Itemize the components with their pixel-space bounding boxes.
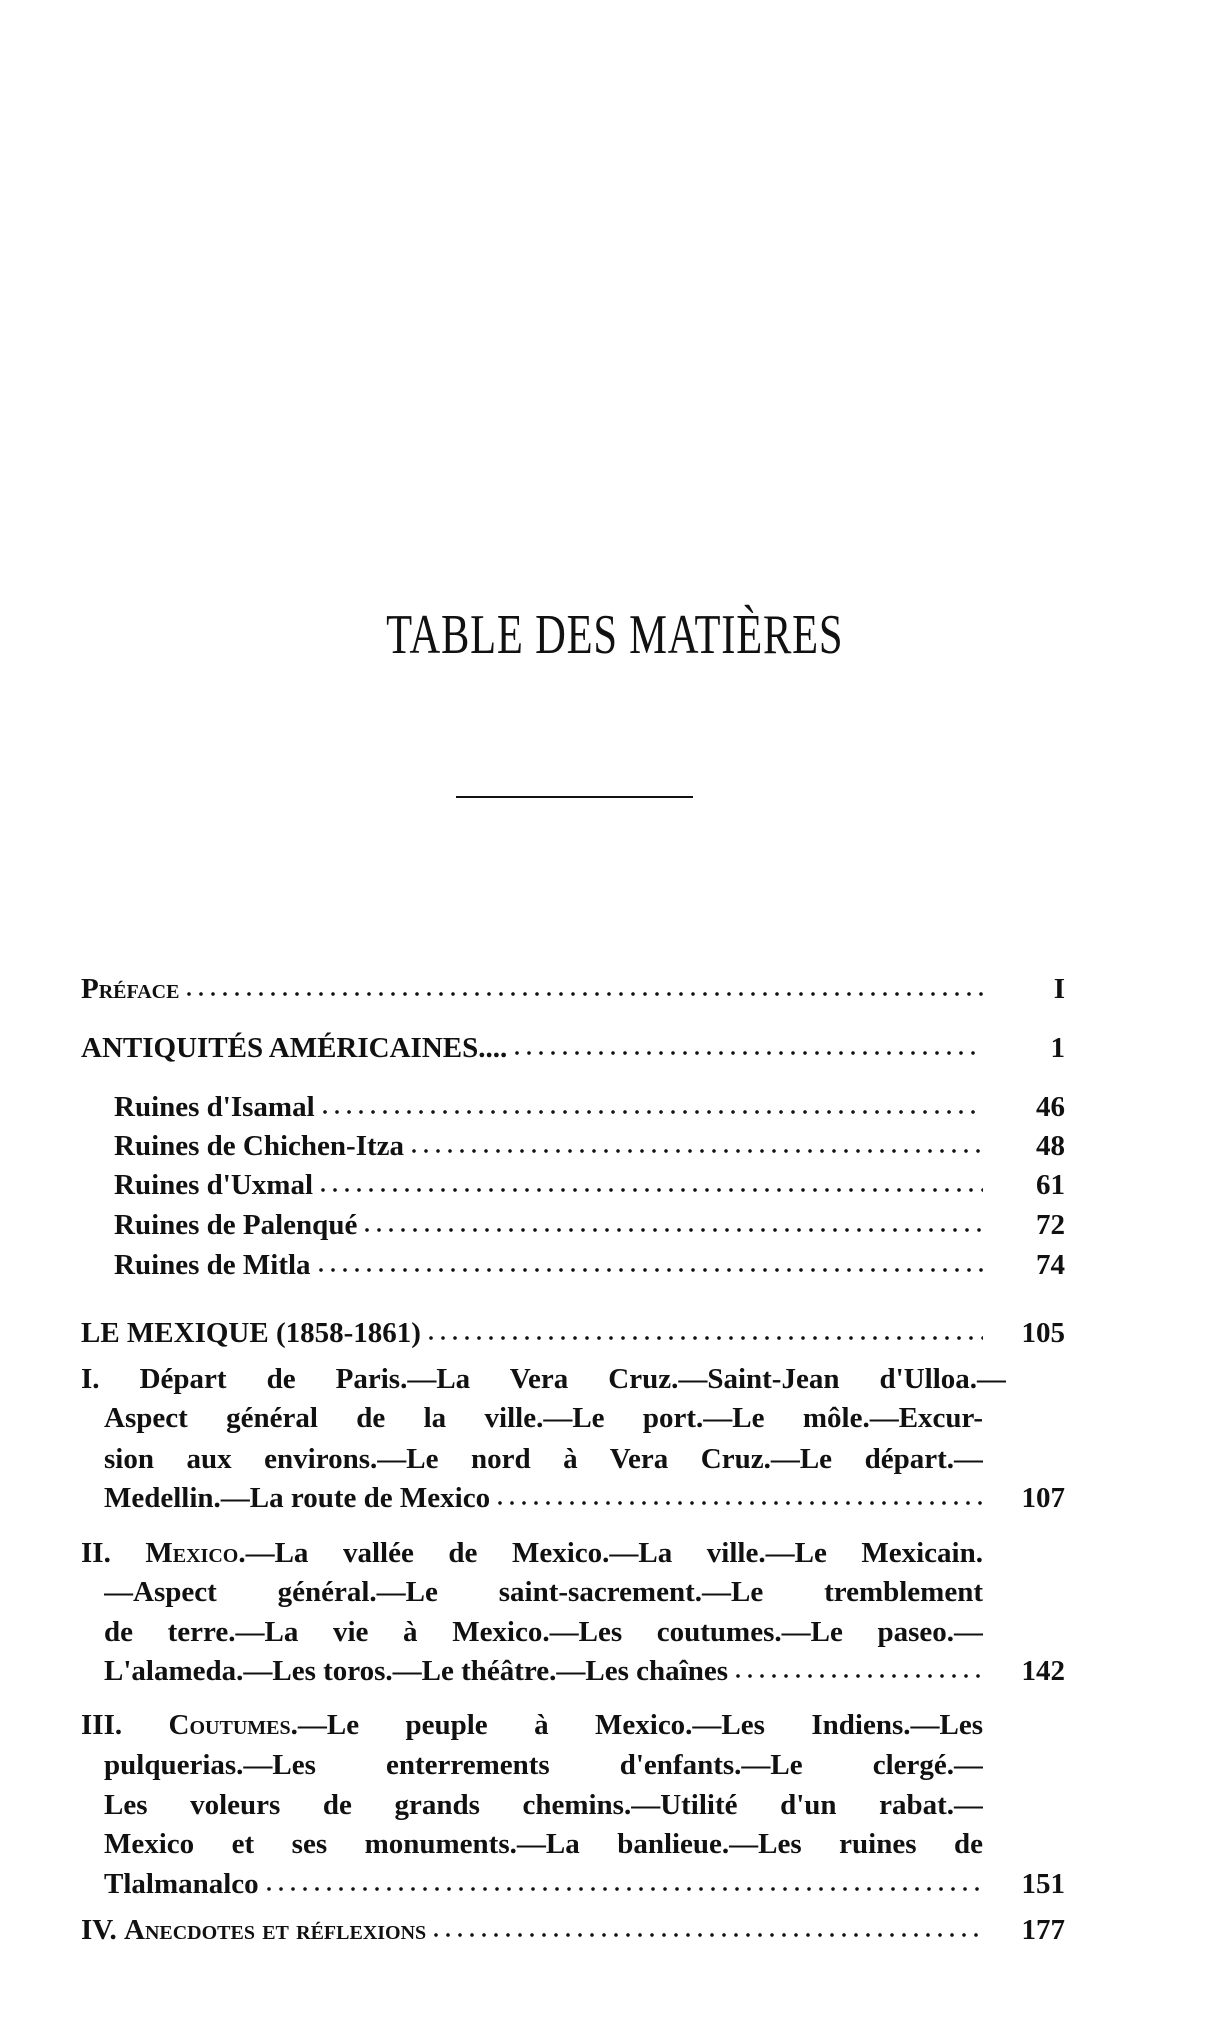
page-number: 105 [1021,1317,1065,1349]
toc-text: —Aspect général.—Le saint-sacrement.—Le tremblement [104,1576,983,1608]
toc-text: Medellin.—La route de Mexico [104,1482,491,1514]
toc-smallcaps-text: Mexico [145,1537,239,1569]
dot-leader [494,1500,983,1506]
toc-text: Mexico et ses monuments.—La banlieue.—Les ruines de [104,1828,983,1860]
toc-text: Ruines de Palenqué [114,1209,358,1241]
toc-text: Aspect général de la ville.—Le port.—Le môle.—Excur- [104,1402,983,1434]
dot-leader [425,1335,983,1341]
page-title-text: TABLE DES MATIÈRES [385,604,844,666]
toc-text: IV. [81,1914,124,1946]
toc-text: Ruines d'Isamal [114,1091,315,1123]
toc-entry-line [104,1481,983,1515]
title-divider [456,796,693,798]
toc-entry-line [104,1827,983,1861]
toc-text: Tlalmanalco [104,1868,259,1900]
dot-leader [511,1050,983,1056]
toc-entry-line [114,1208,983,1242]
dot-leader [317,1187,983,1193]
toc-text: pulquerias.—Les enterrements d'enfants.—Le clergé.— [104,1749,983,1781]
toc-entry-line [114,1248,983,1282]
toc-text: II. [81,1537,146,1569]
toc-text: ANTIQUITÉS AMÉRICAINES.... [81,1032,508,1064]
toc-entry-line [114,1090,983,1124]
toc-entry-line [104,1401,983,1435]
toc-text: .—Le peuple à Mexico.—Les Indiens.—Les [290,1709,983,1741]
dot-leader [732,1673,983,1679]
toc-smallcaps-text: Préface [81,973,180,1005]
toc-smallcaps-text: Coutumes [168,1709,291,1741]
page-number: 151 [1021,1868,1065,1900]
toc-text: Les voleurs de grands chemins.—Utilité d'un rabat.— [104,1789,983,1821]
toc-entry-line [81,972,983,1006]
toc-text: de terre.—La vie à Mexico.—Les coutumes.—Le paseo.— [104,1616,983,1648]
toc-text: L'alameda.—Les toros.—Le théâtre.—Les chaînes [104,1655,728,1687]
toc-entry-line [81,1913,983,1947]
toc-text: Ruines de Mitla [114,1249,311,1281]
dot-leader [315,1267,983,1273]
page-number: 1 [1050,1032,1065,1064]
page-number: 74 [1036,1249,1065,1281]
page-number: 46 [1036,1091,1065,1123]
toc-entry-line [81,1316,983,1350]
toc-text: I. Départ de Paris.—La Vera Cruz.—Saint-Jean d'Ulloa.— [81,1363,1006,1395]
toc-text: LE MEXIQUE (1858-1861) [81,1317,421,1349]
dot-leader [183,991,983,997]
toc-entry-line [104,1748,983,1782]
toc-entry-line [81,1708,983,1742]
page-number: 61 [1036,1169,1065,1201]
toc-entry-line [81,1362,1006,1396]
dot-leader [319,1109,983,1115]
toc-text: .—La vallée de Mexico.—La ville.—Le Mexicain. [238,1537,983,1569]
dot-leader [263,1886,983,1892]
dot-leader [361,1227,983,1233]
page-title [0,600,1229,670]
dot-leader [408,1148,983,1154]
toc-text: Ruines de Chichen-Itza [114,1130,405,1162]
toc-text: sion aux environs.—Le nord à Vera Cruz.—Le départ.— [104,1443,983,1475]
page-number: 72 [1036,1209,1065,1241]
dot-leader [430,1932,983,1938]
toc-text: III. [81,1709,169,1741]
toc-entry-line [114,1168,983,1202]
toc-entry-line [104,1442,983,1476]
toc-entry-line [81,1031,983,1065]
toc-entry-line [104,1654,983,1688]
page-number: 48 [1036,1130,1065,1162]
toc-text: Ruines d'Uxmal [114,1169,314,1201]
page-number: I [1053,973,1065,1005]
toc-entry-line [114,1129,983,1163]
toc-entry-line [81,1536,983,1570]
page-number: 142 [1021,1655,1065,1687]
page-number: 107 [1021,1482,1065,1514]
toc-entry-line [104,1867,983,1901]
toc-entry-line [104,1615,983,1649]
page-number: 177 [1021,1914,1065,1946]
toc-entry-line [104,1575,983,1609]
toc-entry-line [104,1788,983,1822]
toc-smallcaps-text: Anecdotes et réflexions [124,1914,427,1946]
